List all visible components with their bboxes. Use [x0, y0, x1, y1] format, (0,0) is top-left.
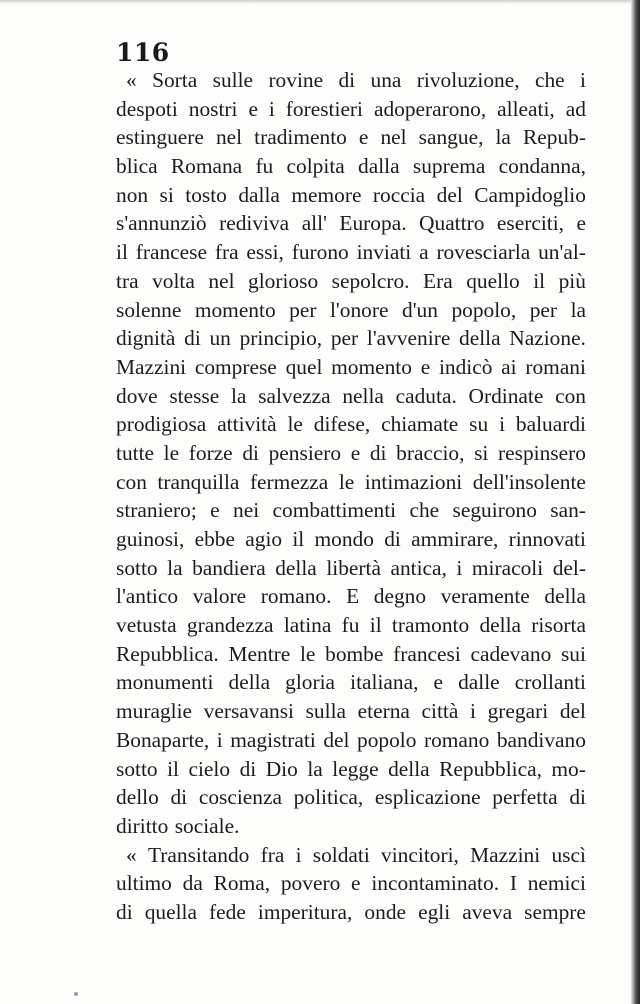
word: il: [116, 240, 128, 265]
word: della: [275, 555, 317, 580]
word: solenne: [116, 297, 182, 322]
text-line: [116, 181, 586, 210]
word: versavansi: [203, 699, 294, 724]
word: popolo: [357, 727, 417, 752]
word: del-: [552, 555, 586, 580]
word: risorta: [531, 613, 586, 638]
word: i: [470, 699, 476, 724]
word: braccio,: [396, 440, 465, 465]
text-line: [116, 152, 586, 181]
word: vetusta: [116, 613, 177, 638]
word: sangue,: [418, 125, 484, 150]
word: rivoluzione,: [416, 68, 520, 92]
word: una: [370, 68, 402, 92]
word: E: [346, 584, 360, 609]
word: il: [292, 527, 305, 551]
word: san-: [550, 498, 586, 523]
text-line: [116, 525, 586, 554]
word: blica: [116, 154, 158, 179]
word: dell'insolente: [472, 469, 586, 494]
word: combattimenti: [272, 498, 397, 523]
word: la: [307, 756, 323, 781]
word: per: [330, 326, 359, 351]
word: indicò: [438, 354, 493, 379]
word: di: [338, 68, 356, 92]
word: Dio: [265, 756, 298, 781]
word: con: [555, 383, 586, 408]
word: quella: [144, 899, 197, 924]
word: ai: [501, 354, 517, 379]
word: fu: [255, 154, 274, 179]
word: tutte: [116, 440, 155, 465]
word: della: [459, 326, 501, 351]
word: fede: [209, 899, 246, 924]
word: ammirare,: [411, 527, 499, 551]
word: da: [182, 871, 203, 896]
word: veramente: [440, 584, 530, 609]
word: le: [338, 469, 355, 494]
word: sempre: [524, 899, 586, 924]
word: e: [351, 871, 361, 896]
word: Repubblica,: [439, 756, 542, 781]
word: sociale.: [174, 813, 240, 838]
text-line: [116, 841, 586, 870]
word: Mentre: [228, 641, 291, 666]
word: un'al-: [538, 240, 586, 265]
word: romani: [525, 354, 586, 379]
word: memore: [291, 182, 362, 207]
word: il: [533, 268, 546, 293]
word: momento: [194, 297, 276, 322]
word: più: [558, 268, 586, 293]
word: bandiera: [192, 555, 266, 580]
text-line: [116, 582, 586, 611]
word: sui: [560, 641, 586, 666]
word: della: [544, 584, 586, 609]
word: il: [369, 613, 382, 638]
word: e: [433, 670, 443, 695]
word: Europa.: [339, 211, 407, 236]
page-number: 116: [116, 38, 170, 67]
word: libertà: [326, 555, 381, 580]
word: Era: [423, 268, 453, 293]
word: rinnovati: [508, 527, 586, 551]
word: con: [116, 469, 147, 494]
word: di: [184, 326, 201, 351]
word: onde: [364, 899, 407, 924]
word: despoti: [116, 96, 178, 121]
word: I: [509, 871, 517, 896]
text-line: [116, 410, 586, 439]
word: nel: [380, 125, 407, 150]
word: uscì: [551, 842, 586, 867]
word: stesse: [169, 383, 220, 408]
word: eserciti,: [496, 211, 564, 236]
word: di: [384, 527, 401, 551]
word: per: [289, 297, 317, 322]
word: vincitori,: [381, 842, 459, 867]
word: di: [239, 756, 257, 781]
word: bandivano: [496, 727, 586, 752]
text-line: [116, 238, 586, 267]
word: Romana: [170, 154, 243, 179]
word: momento: [331, 354, 412, 379]
word: della: [479, 613, 522, 638]
text-line: [116, 439, 586, 468]
text-line: [116, 640, 586, 669]
word: «: [126, 68, 137, 92]
word: guinosi,: [116, 527, 185, 551]
word: magistrati: [230, 727, 316, 752]
text-line: [116, 869, 586, 898]
word: non: [116, 182, 149, 207]
text-line: [116, 898, 586, 927]
word: Sorta: [152, 68, 198, 92]
word: ad: [565, 96, 586, 121]
word: colpita: [286, 154, 345, 179]
word: nemici: [527, 871, 586, 896]
word: quello: [466, 268, 520, 293]
word: Roma,: [213, 871, 271, 896]
word: sepolcro.: [331, 268, 410, 293]
word: rovine: [268, 68, 324, 92]
word: i: [499, 412, 506, 437]
word: essi,: [246, 240, 284, 265]
word: difese,: [313, 412, 371, 437]
word: di: [569, 785, 586, 810]
word: esplicazione: [374, 785, 481, 810]
word: che: [534, 68, 565, 92]
word: ultimo: [116, 871, 172, 896]
word: i: [216, 727, 223, 752]
word: straniero;: [116, 498, 197, 523]
word: caduta.: [395, 383, 457, 408]
word: la: [570, 297, 586, 322]
word: Bonaparte,: [116, 727, 210, 752]
word: volta: [152, 268, 195, 293]
word: intimazioni: [364, 469, 463, 494]
word: Mazzini: [470, 842, 541, 867]
word: si: [474, 440, 489, 465]
word: monumenti: [116, 670, 214, 695]
word: Repub-: [522, 125, 586, 150]
word: sulle: [212, 68, 254, 92]
word: Transitando: [147, 842, 250, 867]
word: i: [295, 842, 302, 867]
word: per: [529, 297, 558, 322]
text-line: [116, 726, 586, 755]
text-line: [116, 95, 586, 124]
word: Quattro: [419, 211, 485, 236]
word: Nazione.: [509, 326, 586, 351]
word: rediviva: [219, 211, 290, 236]
word: cadevano: [470, 641, 552, 666]
word: romano: [423, 727, 490, 752]
word: della: [388, 756, 430, 781]
word: suprema: [412, 154, 486, 179]
text-line: [116, 209, 586, 238]
word: all': [301, 211, 327, 236]
word: a: [419, 240, 429, 265]
word: politica,: [293, 785, 364, 810]
word: soldati: [312, 842, 370, 867]
word: salvezza: [258, 383, 331, 408]
word: rovesciarla: [436, 240, 531, 265]
word: francese: [135, 240, 207, 265]
word: di: [116, 899, 133, 924]
word: legge: [332, 756, 379, 781]
word: adoperarono,: [373, 96, 487, 121]
word: e: [358, 125, 369, 150]
word: l'onore: [329, 297, 389, 322]
paper-speck: [74, 992, 78, 996]
word: italiana,: [350, 670, 419, 695]
text-line: [116, 554, 586, 583]
word: quel: [285, 354, 323, 379]
word: e: [210, 498, 220, 523]
word: e: [350, 440, 361, 465]
word: dalla: [238, 182, 280, 207]
word: fermezza: [249, 469, 329, 494]
word: fu: [341, 613, 360, 638]
word: nostri: [188, 96, 238, 121]
word: di: [242, 440, 259, 465]
word: condanna,: [498, 154, 586, 179]
word: tra: [116, 268, 139, 293]
word: baluardi: [515, 412, 586, 437]
word: coscienza: [198, 785, 282, 810]
word: Ordinate: [468, 383, 544, 408]
word: la: [167, 555, 183, 580]
word: diritto: [116, 813, 169, 838]
text-line: [116, 353, 586, 382]
word: del: [559, 699, 586, 724]
word: nel: [208, 268, 235, 293]
word: un: [209, 326, 231, 351]
text-line: [116, 324, 586, 353]
word: glorioso: [248, 268, 319, 293]
word: sotto: [116, 756, 158, 781]
word: imperitura,: [257, 899, 353, 924]
word: latina: [283, 613, 332, 638]
text-line: [116, 697, 586, 726]
word: miracoli: [471, 555, 544, 580]
word: romano.: [260, 584, 332, 609]
word: le: [299, 641, 316, 666]
word: alleati,: [497, 96, 555, 121]
word: mondo: [314, 527, 374, 551]
word: d'un: [402, 297, 438, 322]
word: la: [230, 383, 247, 408]
word: la: [495, 125, 511, 150]
text-line: [116, 66, 586, 95]
word: il: [167, 756, 179, 781]
word: e: [576, 211, 586, 236]
word: egli: [418, 899, 451, 924]
word: cielo: [188, 756, 231, 781]
word: ebbe: [194, 527, 235, 551]
word: incontaminato.: [371, 871, 500, 896]
word: comprese: [194, 354, 277, 379]
word: mo-: [551, 756, 586, 781]
text-line: [116, 668, 586, 697]
word: muraglie: [116, 699, 193, 724]
word: i: [268, 96, 275, 121]
word: Mazzini: [116, 354, 187, 379]
word: s'annunziò: [116, 211, 207, 236]
word: si: [159, 182, 174, 207]
word: furono: [291, 240, 349, 265]
word: antica,: [390, 555, 447, 580]
word: del: [436, 182, 463, 207]
word: i: [456, 555, 463, 580]
word: nel: [215, 125, 243, 150]
word: sulla: [305, 699, 347, 724]
word: crollanti: [514, 670, 586, 695]
text-line: [116, 123, 586, 152]
word: estinguere: [116, 125, 204, 150]
word: grandezza: [186, 613, 274, 638]
word: sotto: [116, 555, 158, 580]
word: valore: [192, 584, 247, 609]
word: aveva: [462, 899, 513, 924]
word: bombe: [325, 641, 384, 666]
word: gregari: [487, 699, 549, 724]
word: dalla: [358, 154, 400, 179]
page-top-edge: [0, 0, 640, 4]
word: forestieri: [285, 96, 364, 121]
word: francesi: [393, 641, 461, 666]
text-line: [116, 611, 586, 640]
word: dalle: [458, 670, 500, 695]
text-line: [116, 267, 586, 296]
binding-shadow: [631, 0, 640, 1004]
word: Repubblica.: [116, 641, 219, 666]
word: forze: [188, 440, 233, 465]
word: dove: [116, 383, 158, 408]
word: chiamate: [381, 412, 459, 437]
word: pensiero: [268, 440, 342, 465]
word: della: [228, 670, 271, 695]
word: fra: [214, 240, 239, 265]
word: su: [469, 412, 489, 437]
word: Campidoglio: [474, 182, 586, 207]
text-line: [116, 812, 586, 841]
word: nei: [233, 498, 260, 523]
word: che: [409, 498, 440, 523]
word: povero: [280, 871, 341, 896]
word: del: [323, 727, 350, 752]
text-line: [116, 783, 586, 812]
word: roccia: [372, 182, 426, 207]
word: dignità: [116, 326, 176, 351]
word: l'antico: [116, 584, 179, 609]
word: dello: [116, 785, 159, 810]
text-line: [116, 755, 586, 784]
word: tranquilla: [157, 469, 240, 494]
text-line: [116, 496, 586, 525]
word: «: [126, 842, 137, 867]
word: inviati: [356, 240, 412, 265]
word: seguirono: [452, 498, 537, 523]
text-line: [116, 382, 586, 411]
word: di: [170, 785, 188, 810]
word: eterna: [357, 699, 410, 724]
body-text: [116, 66, 586, 927]
word: le: [163, 440, 180, 465]
word: nella: [342, 383, 384, 408]
word: agio: [245, 527, 283, 551]
word: attività: [217, 412, 277, 437]
word: tramonto: [391, 613, 470, 638]
word: degno: [373, 584, 427, 609]
word: gloria: [285, 670, 336, 695]
word: principio,: [239, 326, 323, 351]
word: e: [420, 354, 431, 379]
word: i: [580, 68, 586, 92]
word: perfetta: [492, 785, 558, 810]
text-line: [116, 468, 586, 497]
word: prodigiosa: [116, 412, 207, 437]
word: città: [421, 699, 459, 724]
word: fra: [260, 842, 285, 867]
word: le: [287, 412, 303, 437]
word: tradimento: [254, 125, 347, 150]
word: l'avvenire: [366, 326, 451, 351]
word: tosto: [185, 182, 227, 207]
word: popolo,: [451, 297, 517, 322]
word: di: [369, 440, 387, 465]
text-line: [116, 296, 586, 325]
word: respinsero: [498, 440, 586, 465]
word: e: [248, 96, 258, 121]
